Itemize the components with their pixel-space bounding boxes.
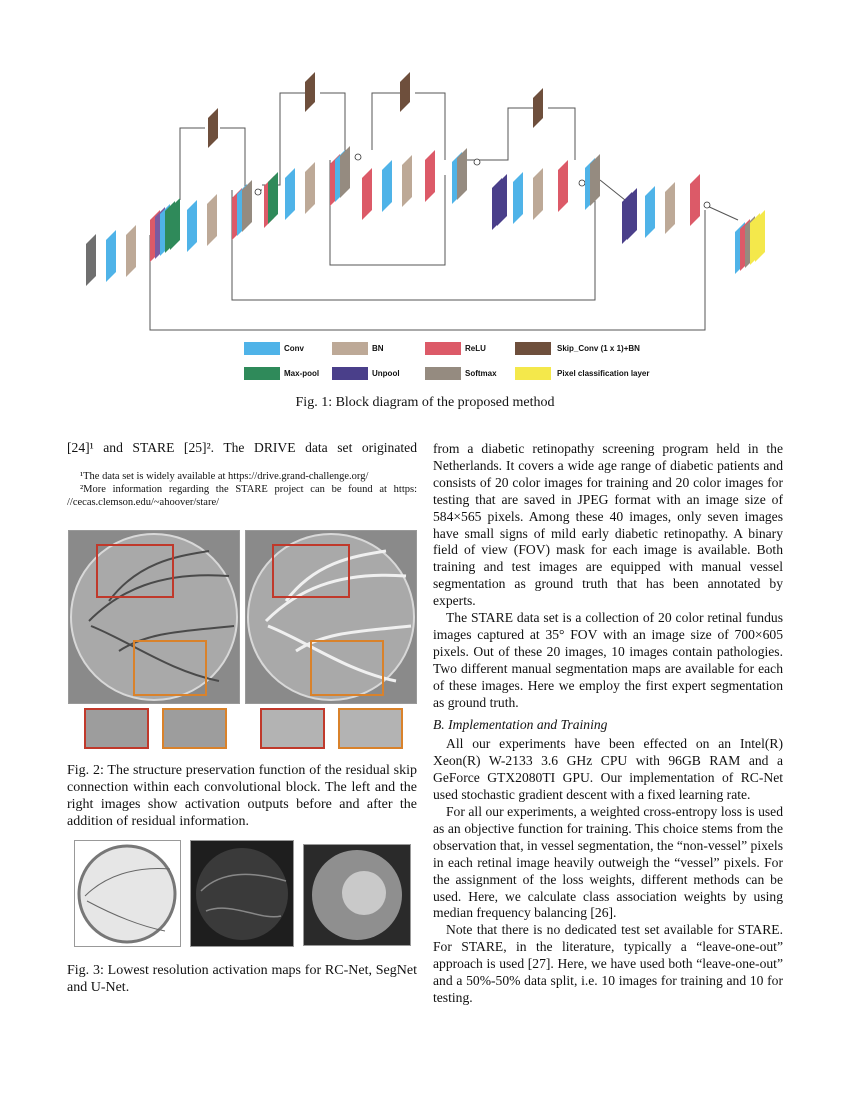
- right-column: [433, 441, 783, 1007]
- paragraph-hardware: All our experiments have been effected on an Intel(R) Xeon(R) W-2133 3.6 GHz CPU with 96GB RAM and a GeForce GTX2080TI GPU. Our implementation of RC-Net used stochastic gradient descent with a fixed learning rate.: [433, 736, 783, 803]
- paragraph-stare-split: Note that there is no dedicated test set available for STARE. For STARE, in the literature, typically a “leave-one-out” approach is used [27]. Here, we have used both “leave-one-out” and a 50%-50% data split, i.e. 10 images for training and 10 for testing.: [433, 922, 783, 1005]
- unet-activation-icon: [304, 845, 410, 945]
- legend-swatch-maxpool: [244, 367, 280, 380]
- fig1-caption: Fig. 1: Block diagram of the proposed method: [295, 395, 555, 410]
- legend-label-pixel-class: Pixel classification layer: [557, 369, 650, 378]
- fig2-zoom-red-right: [260, 708, 325, 749]
- legend-swatch-skip-conv: [515, 342, 551, 355]
- legend-swatch-conv: [244, 342, 280, 355]
- fig2-red-box-right: [272, 544, 350, 598]
- paragraph-loss: For all our experiments, a weighted cross-entropy loss is used as an objective function for training. This choice stems from the observation that, in vessel segmentation, the “non-vessel” pixels in each retinal image heavily outweigh the “vessel” pixels. For the assignment of the loss weights, different methods can be used. Here, we calculate class association weights by using median frequency balancing [26].: [433, 804, 783, 921]
- legend-label-bn: BN: [372, 344, 384, 353]
- segnet-activation-icon: [191, 841, 293, 946]
- legend-label-maxpool: Max-pool: [284, 369, 320, 378]
- left-intro-line: [24]¹ and STARE [25]². The DRIVE data set originated: [67, 440, 417, 455]
- legend-swatch-softmax: [425, 367, 461, 380]
- fig3-unet-map: [303, 844, 411, 946]
- legend-label-conv: Conv: [284, 344, 304, 353]
- legend-label-skip-conv: Skip_Conv (1 x 1)+BN: [557, 344, 640, 353]
- footnote-2: ²More information regarding the STARE project can be found at https: //cecas.clemson.edu/~ahoover/stare/: [67, 484, 417, 508]
- paragraph-stare: The STARE data set is a collection of 20 color retinal fundus images captured at 35° FOV with an image size of 700×605 pixels. Out of these 20 images, 10 images contain pathologies. Two different manual segmentation maps are available for each of these images. Here we employ the first expert segmentation as ground truth.: [433, 610, 783, 710]
- fig3-rcnet-map: [74, 840, 181, 947]
- fig2-zoom-orange-right: [338, 708, 403, 749]
- block-diagram: [60, 60, 790, 390]
- legend-swatch-unpool: [332, 367, 368, 380]
- fig2-caption: Fig. 2: The structure preservation function of the residual skip connection within each convolutional block. The left and the right images show activation outputs before and after the addition of residual information.: [67, 763, 417, 829]
- fig2-zoom-red-left: [84, 708, 149, 749]
- paragraph-drive: from a diabetic retinopathy screening program held in the Netherlands. It covers a wide age range of diabetic patients and consists of 20 color images for training and 20 color images for testing that are saved in JPEG format with an image size of 584×565 pixels. Among these 40 images, only seven images have small signs of mild early diabetic retinopathy. A binary field of view (FOV) mask for each image is available. Both training and test images are equipped with manual vessel segmentation as ground truth that has been annotated by experts.: [433, 441, 783, 609]
- rcnet-activation-icon: [75, 841, 180, 946]
- legend-swatch-bn: [332, 342, 368, 355]
- section-heading-implementation: B. Implementation and Training: [433, 716, 608, 732]
- fig2-orange-box-left: [133, 640, 207, 696]
- fig2-zoom-orange-left: [162, 708, 227, 749]
- legend-label-softmax: Softmax: [465, 369, 497, 378]
- legend-label-unpool: Unpool: [372, 369, 400, 378]
- legend-swatch-relu: [425, 342, 461, 355]
- fig2-orange-box-right: [310, 640, 384, 696]
- fig3-segnet-map: [190, 840, 294, 947]
- fig3-caption: Fig. 3: Lowest resolution activation maps for RC-Net, SegNet and U-Net.: [67, 963, 417, 995]
- footnote-1: ¹The data set is widely available at https://drive.grand-challenge.org/: [80, 471, 369, 482]
- legend-label-relu: ReLU: [465, 344, 486, 353]
- legend-swatch-pixel-class: [515, 367, 551, 380]
- fig2-red-box-left: [96, 544, 174, 598]
